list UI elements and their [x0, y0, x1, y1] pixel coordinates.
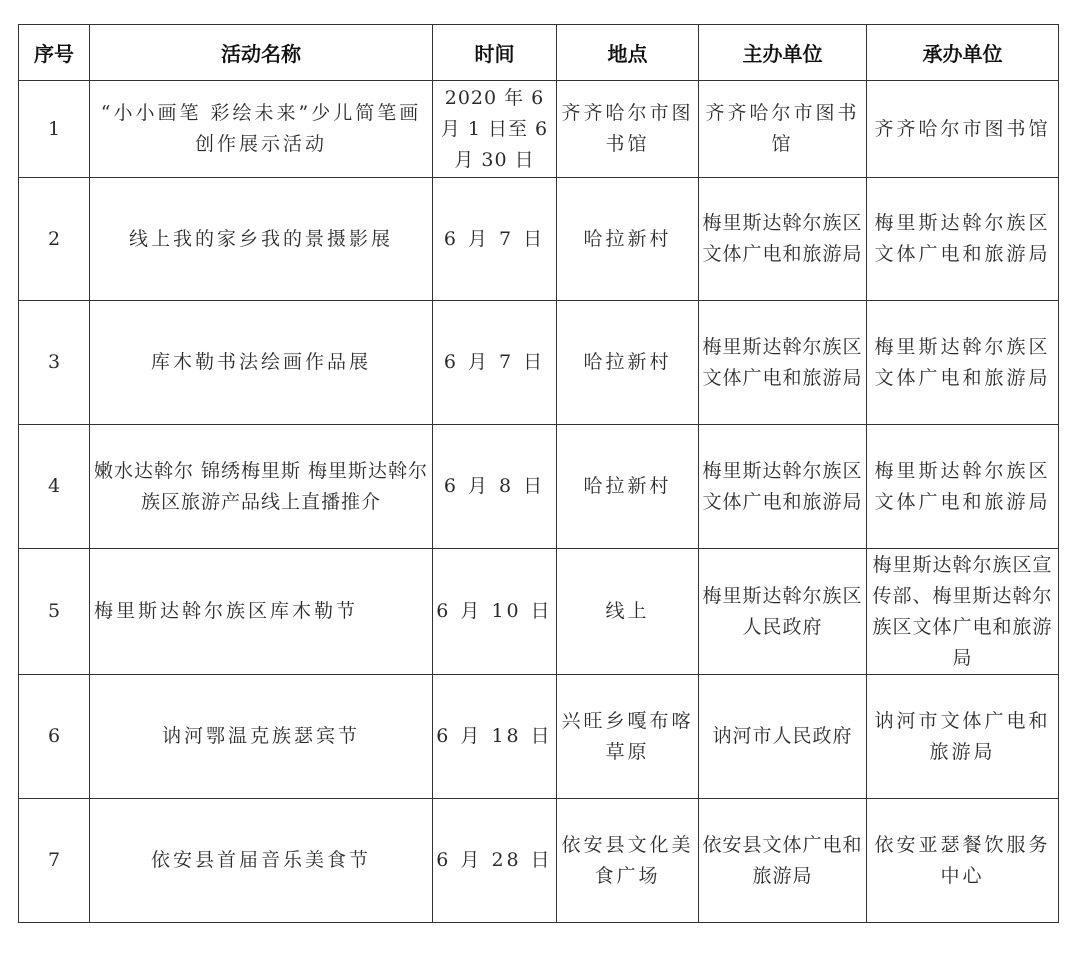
table-row: [19, 799, 1059, 923]
cell-organizer: 依安亚瑟餐饮服务中心: [867, 799, 1059, 923]
cell-no: 7: [19, 799, 90, 923]
cell-name: 梅里斯达斡尔族区库木勒节: [90, 549, 433, 675]
cell-no: 3: [19, 301, 90, 425]
table-row: [19, 549, 1059, 675]
cell-place: 哈拉新村: [557, 425, 699, 549]
cell-organizer: 齐齐哈尔市图书馆: [867, 81, 1059, 178]
cell-place: 依安县文化美食广场: [557, 799, 699, 923]
cell-place: 线上: [557, 549, 699, 675]
cell-time: 6 月 8 日: [433, 425, 557, 549]
cell-no: 6: [19, 675, 90, 799]
cell-time: 6 月 7 日: [433, 178, 557, 301]
cell-organizer: 梅里斯达斡尔族区宣传部、梅里斯达斡尔族区文体广电和旅游局: [867, 549, 1059, 675]
cell-place: 齐齐哈尔市图书馆: [557, 81, 699, 178]
cell-time: 6 月 7 日: [433, 301, 557, 425]
table-row: [19, 178, 1059, 301]
cell-host: 梅里斯达斡尔族区人民政府: [699, 549, 867, 675]
cell-no: 5: [19, 549, 90, 675]
cell-host: 梅里斯达斡尔族区文体广电和旅游局: [699, 425, 867, 549]
cell-name: 讷河鄂温克族瑟宾节: [90, 675, 433, 799]
cell-host: 讷河市人民政府: [699, 675, 867, 799]
header-time: 时间: [433, 25, 557, 81]
header-organizer: 承办单位: [867, 25, 1059, 81]
header-name: 活动名称: [90, 25, 433, 81]
cell-organizer: 讷河市文体广电和旅游局: [867, 675, 1059, 799]
cell-host: 梅里斯达斡尔族区文体广电和旅游局: [699, 301, 867, 425]
cell-name: 线上我的家乡我的景摄影展: [90, 178, 433, 301]
events-table: [18, 24, 1059, 923]
cell-no: 1: [19, 81, 90, 178]
cell-host: 梅里斯达斡尔族区文体广电和旅游局: [699, 178, 867, 301]
cell-organizer: 梅里斯达斡尔族区文体广电和旅游局: [867, 178, 1059, 301]
header-place: 地点: [557, 25, 699, 81]
table-row: [19, 675, 1059, 799]
cell-host: 依安县文体广电和旅游局: [699, 799, 867, 923]
header-no: 序号: [19, 25, 90, 81]
cell-time: 6 月 28 日: [433, 799, 557, 923]
table-row: [19, 81, 1059, 178]
cell-name: “小小画笔 彩绘未来”少儿简笔画创作展示活动: [90, 81, 433, 178]
cell-place: 哈拉新村: [557, 301, 699, 425]
cell-time: 6 月 18 日: [433, 675, 557, 799]
cell-name: 依安县首届音乐美食节: [90, 799, 433, 923]
cell-place: 兴旺乡嘎布喀草原: [557, 675, 699, 799]
cell-time: 2020 年 6 月 1 日至 6 月 30 日: [433, 81, 557, 178]
header-row: [19, 25, 1059, 81]
cell-name: 嫩水达斡尔 锦绣梅里斯 梅里斯达斡尔族区旅游产品线上直播推介: [90, 425, 433, 549]
cell-place: 哈拉新村: [557, 178, 699, 301]
cell-organizer: 梅里斯达斡尔族区文体广电和旅游局: [867, 301, 1059, 425]
cell-no: 4: [19, 425, 90, 549]
cell-host: 齐齐哈尔市图书馆: [699, 81, 867, 178]
cell-organizer: 梅里斯达斡尔族区文体广电和旅游局: [867, 425, 1059, 549]
table-row: [19, 425, 1059, 549]
table-row: [19, 301, 1059, 425]
cell-no: 2: [19, 178, 90, 301]
header-host: 主办单位: [699, 25, 867, 81]
cell-name: 库木勒书法绘画作品展: [90, 301, 433, 425]
cell-time: 6 月 10 日: [433, 549, 557, 675]
